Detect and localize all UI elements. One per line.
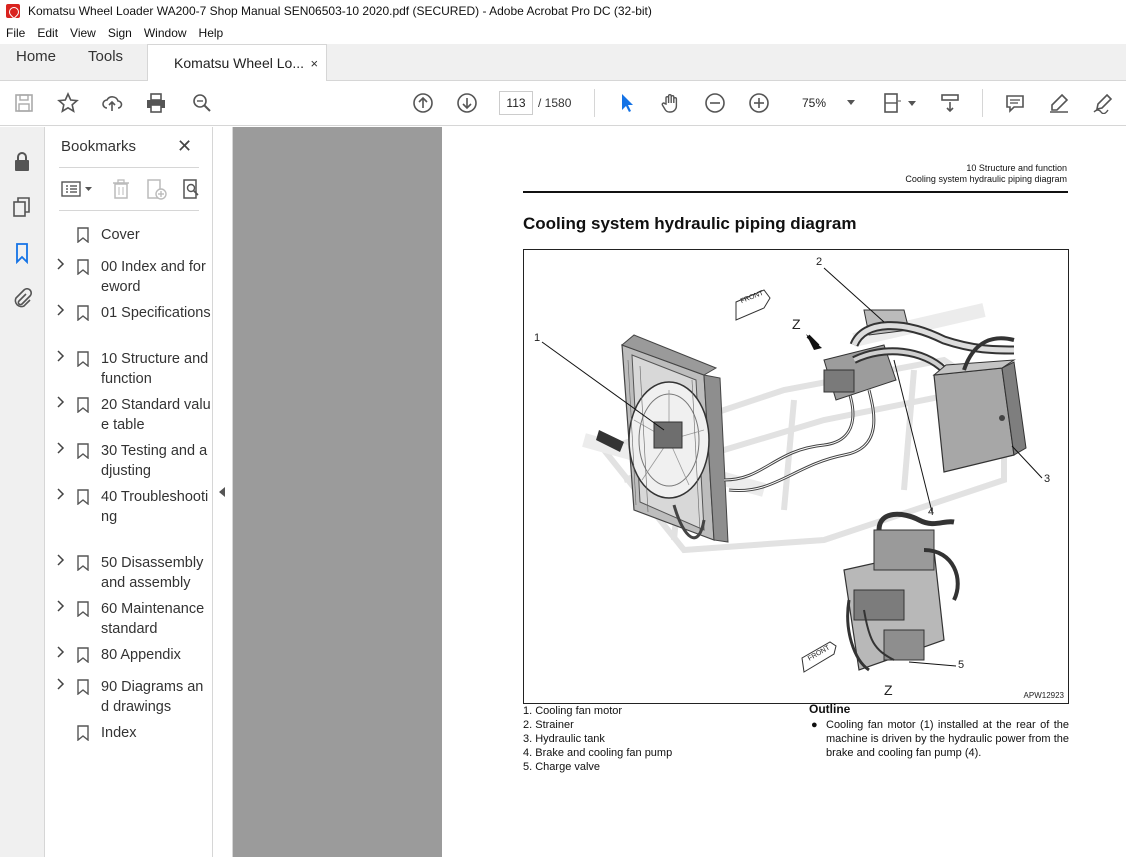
bookmark-options-icon[interactable] xyxy=(61,179,95,202)
bookmark-item[interactable] xyxy=(45,677,213,717)
expand-chevron-icon[interactable] xyxy=(57,441,73,481)
front-tag-bottom: FRONT xyxy=(806,644,832,663)
bullet-icon: ● xyxy=(811,719,818,731)
acrobat-logo-icon xyxy=(6,4,20,18)
header-rule xyxy=(523,191,1068,193)
bookmark-icon xyxy=(77,305,89,321)
page-thumbnails-icon[interactable] xyxy=(10,195,34,219)
view-z-label-top: Z xyxy=(792,316,801,332)
legend-item: 5. Charge valve xyxy=(523,761,601,773)
bookmark-panel-icon[interactable] xyxy=(10,241,34,265)
bookmark-item[interactable] xyxy=(45,553,213,593)
menu-bar xyxy=(0,22,1126,44)
expand-chevron-icon[interactable] xyxy=(57,303,73,323)
print-icon[interactable] xyxy=(144,91,168,115)
lock-icon[interactable] xyxy=(10,149,34,173)
expand-chevron-icon[interactable] xyxy=(57,487,73,527)
bookmark-item[interactable] xyxy=(45,599,213,639)
legend-item: 3. Hydraulic tank xyxy=(523,733,605,745)
bookmark-icon xyxy=(77,259,89,275)
callout-3: 3 xyxy=(1044,473,1051,485)
bookmark-icon xyxy=(77,555,89,571)
legend-item: 1. Cooling fan motor xyxy=(523,705,623,717)
bookmark-icon xyxy=(77,647,89,663)
bookmark-item[interactable] xyxy=(45,225,213,245)
find-bookmark-icon[interactable] xyxy=(181,178,203,203)
sign-pen-icon[interactable] xyxy=(1091,91,1115,115)
bookmark-icon xyxy=(77,227,89,243)
zoom-out-icon[interactable] xyxy=(703,91,727,115)
zoom-in-icon[interactable] xyxy=(747,91,771,115)
bookmark-item[interactable] xyxy=(45,349,213,389)
callout-5: 5 xyxy=(958,659,965,671)
comment-icon[interactable] xyxy=(1003,91,1027,115)
bookmark-tools xyxy=(59,177,209,201)
piping-diagram-figure xyxy=(523,249,1069,704)
expand-chevron-icon[interactable] xyxy=(57,677,73,717)
bookmark-icon xyxy=(77,601,89,617)
hand-tool-icon[interactable] xyxy=(659,91,683,115)
radiator-cooler xyxy=(596,335,728,542)
delete-trash-icon[interactable] xyxy=(111,178,131,203)
panel-collapse-handle[interactable] xyxy=(213,127,233,857)
bookmark-label: Cover xyxy=(101,227,140,243)
bookmark-icon xyxy=(77,443,89,459)
bookmark-label: 10 Structure and function xyxy=(101,351,209,387)
bookmarks-title: Bookmarks xyxy=(61,138,137,155)
expand-chevron-icon[interactable] xyxy=(57,349,73,389)
menu-sign[interactable]: Sign xyxy=(107,26,132,40)
bookmark-icon xyxy=(77,397,89,413)
bookmark-label: 50 Disassembly and assembly xyxy=(101,555,204,591)
bookmark-label: Index xyxy=(101,725,137,741)
previous-page-icon[interactable] xyxy=(411,91,435,115)
expand-chevron-icon[interactable] xyxy=(57,395,73,435)
tab-bar xyxy=(0,44,1126,81)
bookmark-item[interactable] xyxy=(45,441,213,481)
bookmark-label: 00 Index and foreword xyxy=(101,259,206,295)
left-navigation-rail xyxy=(0,127,45,857)
page-heading: Cooling system hydraulic piping diagram xyxy=(523,214,857,233)
bookmark-item[interactable] xyxy=(45,645,213,665)
bookmark-icon xyxy=(77,351,89,367)
new-bookmark-icon[interactable] xyxy=(145,178,169,203)
fit-page-icon[interactable] xyxy=(880,91,904,115)
collapse-arrow-icon[interactable] xyxy=(219,487,225,497)
bookmark-label: 40 Troubleshooting xyxy=(101,489,209,525)
page-total: / 1580 xyxy=(538,96,572,110)
bookmark-item[interactable] xyxy=(45,303,213,323)
hydraulic-tank xyxy=(934,338,1026,472)
tab-home[interactable]: Home xyxy=(16,48,57,65)
expand-chevron-icon xyxy=(57,723,73,743)
chevron-down-icon[interactable] xyxy=(906,91,918,115)
bookmark-icon xyxy=(77,725,89,741)
tab-document[interactable] xyxy=(147,44,327,81)
bookmark-icon xyxy=(77,489,89,505)
bookmark-icon xyxy=(77,679,89,695)
menu-edit[interactable]: Edit xyxy=(37,26,59,40)
menu-help[interactable]: Help xyxy=(198,26,224,40)
bookmark-item[interactable] xyxy=(45,395,213,435)
save-icon[interactable] xyxy=(12,91,36,115)
expand-chevron-icon xyxy=(57,225,73,245)
outline-text: Cooling fan motor (1) installed at the rear of the machine is driven by the hydraulic power from the brake and cooling fan pump (4). xyxy=(826,719,1069,759)
legend-item: 2. Strainer xyxy=(523,719,574,731)
outline-paragraph xyxy=(809,718,1069,760)
figure-legend xyxy=(523,704,672,774)
zoom-value: 75% xyxy=(802,96,827,110)
menu-file[interactable]: File xyxy=(6,26,26,40)
attachment-paperclip-icon[interactable] xyxy=(10,287,34,311)
scroll-mode-icon[interactable] xyxy=(938,91,962,115)
close-panel-icon[interactable]: ✕ xyxy=(177,136,193,156)
page-number-input[interactable]: 113 xyxy=(499,91,533,115)
star-icon[interactable] xyxy=(56,91,80,115)
expand-chevron-icon[interactable] xyxy=(57,257,73,297)
zoom-select[interactable] xyxy=(790,91,862,115)
bookmark-label: 01 Specifications xyxy=(101,305,211,321)
panel-divider xyxy=(59,167,199,168)
running-header-section: 10 Structure and function xyxy=(966,163,1067,173)
window-title: Komatsu Wheel Loader WA200-7 Shop Manual SEN06503-10 2020.pdf (SECURED) - Adobe Acrobat Pro DC (32-bit) xyxy=(28,4,652,18)
bookmark-label: 20 Standard value table xyxy=(101,397,211,433)
figure-id: APW12923 xyxy=(1023,691,1064,700)
front-tag-top: FRONT xyxy=(739,289,765,306)
callout-2: 2 xyxy=(816,256,823,268)
title-bar xyxy=(0,0,1126,22)
tab-tools[interactable]: Tools xyxy=(88,48,124,65)
tab-document-label: Komatsu Wheel Lo... xyxy=(174,55,304,71)
document-viewport[interactable] xyxy=(233,127,1126,857)
outline-heading: Outline xyxy=(809,702,851,716)
upload-cloud-icon[interactable] xyxy=(100,91,124,115)
view-z-inset xyxy=(844,514,958,670)
bookmark-item[interactable] xyxy=(45,723,213,743)
running-header-topic: Cooling system hydraulic piping diagram xyxy=(905,174,1067,184)
bookmarks-panel xyxy=(45,127,213,857)
panel-divider xyxy=(59,210,199,211)
bookmark-item[interactable] xyxy=(45,487,213,527)
bookmark-label: 30 Testing and adjusting xyxy=(101,443,208,479)
menu-view[interactable]: View xyxy=(70,26,96,40)
zoom-dropdown-icon xyxy=(846,96,856,110)
expand-chevron-icon[interactable] xyxy=(57,553,73,593)
menu-window[interactable]: Window xyxy=(143,26,187,40)
callout-4: 4 xyxy=(928,506,935,518)
tab-close-icon[interactable]: × xyxy=(310,55,319,71)
expand-chevron-icon[interactable] xyxy=(57,599,73,639)
select-cursor-icon[interactable] xyxy=(615,91,639,115)
bookmark-label: 80 Appendix xyxy=(101,647,181,663)
bookmark-label: 90 Diagrams and drawings xyxy=(101,679,204,715)
expand-chevron-icon[interactable] xyxy=(57,645,73,665)
toolbar-divider xyxy=(982,89,983,117)
bookmark-label: 60 Maintenance standard xyxy=(101,601,205,637)
view-z-label-bottom: Z xyxy=(884,682,893,698)
bookmark-item[interactable] xyxy=(45,257,213,297)
legend-item: 4. Brake and cooling fan pump xyxy=(523,747,673,759)
next-page-icon[interactable] xyxy=(455,91,479,115)
pdf-page xyxy=(442,127,1126,857)
toolbar-divider xyxy=(594,89,595,117)
zoom-search-icon[interactable] xyxy=(190,91,214,115)
highlight-pen-icon[interactable] xyxy=(1047,91,1071,115)
callout-1: 1 xyxy=(534,332,541,344)
